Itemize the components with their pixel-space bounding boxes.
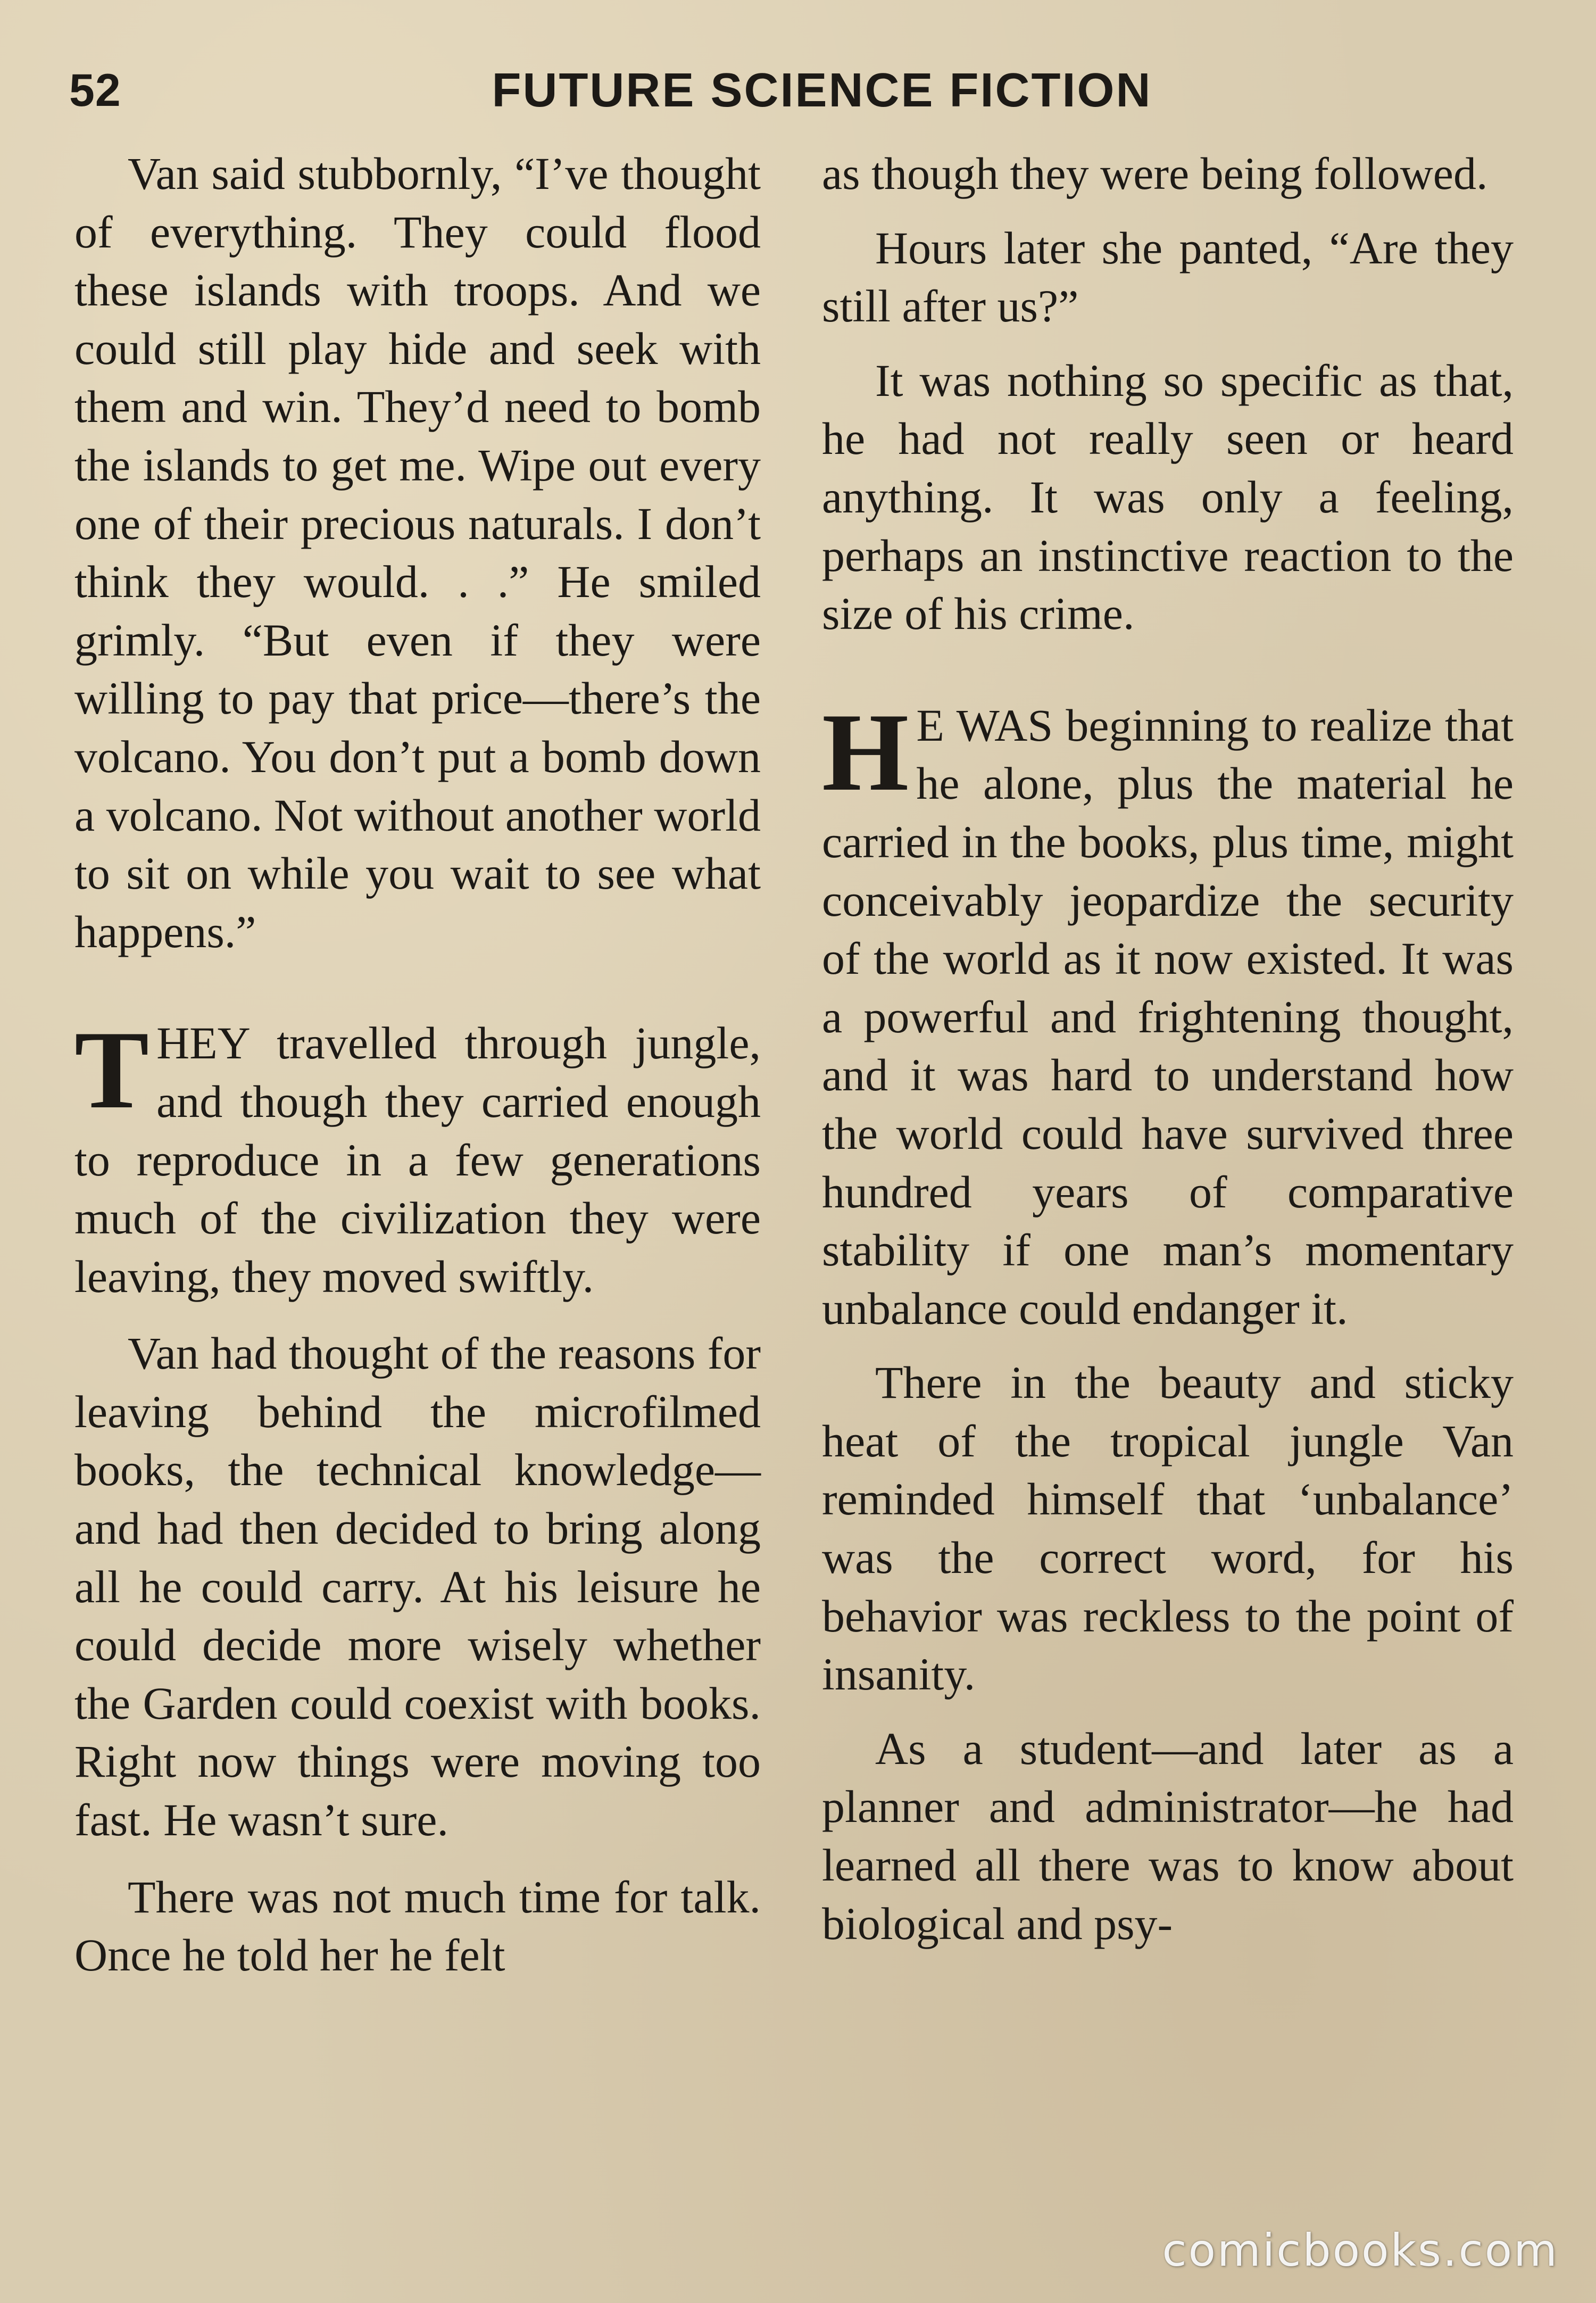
right-column: [822, 145, 1514, 1953]
page-number: 52: [69, 65, 121, 116]
watermark: comicbooks.com: [1162, 2224, 1559, 2276]
paragraph: Van said stubbornly, “I’ve thought of everything. They could flood these islands with troops. And we could still play hide and seek with them and win. They’d need to bomb the islands to get me. Wipe out every one of their precious naturals. I don’t think they would. . .” He smiled grimly. “But even if they were willing to pay that price—there’s the volcano. You don’t put a bomb down a volcano. Not without another world to sit on while you wait to see what happens.”: [74, 148, 761, 957]
paragraph: as though they were being followed.: [822, 148, 1488, 199]
running-title: FUTURE SCIENCE FICTION: [492, 64, 1152, 117]
paragraph: As a student—and later as a planner and administrator—he had learned all there was to know about biological and psy-: [822, 1722, 1514, 1949]
paragraph: There was not much time for talk. Once he told her he felt: [74, 1871, 761, 1981]
page-header: [69, 59, 1543, 122]
paragraph: There in the beauty and sticky heat of the tropical jungle Van reminded himself that ‘unbalance’ was the correct word, for his behavior was reckless to the point of insanity.: [822, 1357, 1514, 1700]
paragraph-text: HEY travelled through jungle, and though they carried enough to reproduce in a few generations much of the civilization they were leaving, they moved swiftly.: [74, 1017, 761, 1302]
paragraph-text: E WAS beginning to realize that he alone, plus the material he carried in the books, plus time, might conceivably jeopardize the security of the world as it now existed. It was a powerful and frightening thought, and it was hard to understand how the world could have survived three hundred years of comparative stability if one man’s momentary unbalance could endanger it.: [822, 699, 1514, 1334]
left-column: [74, 145, 761, 1985]
drop-cap-paragraph: [822, 690, 1514, 1338]
drop-cap: H: [822, 690, 909, 814]
paragraph: Van had thought of the reasons for leaving behind the microfilmed books, the technical knowledge—and had then decided to bring along all he could carry. At his leisure he could decide more wisely whether the Garden could coexist with books. Right now things were moving too fast. He wasn’t sure.: [74, 1328, 761, 1846]
drop-cap-paragraph: [74, 1008, 761, 1306]
paragraph: Hours later she panted, “Are they still after us?”: [822, 222, 1514, 332]
paragraph: It was nothing so specific as that, he had not really seen or heard anything. It was only a feeling, perhaps an instinctive reaction to the size of his crime.: [822, 354, 1514, 640]
drop-cap: T: [74, 1008, 149, 1132]
